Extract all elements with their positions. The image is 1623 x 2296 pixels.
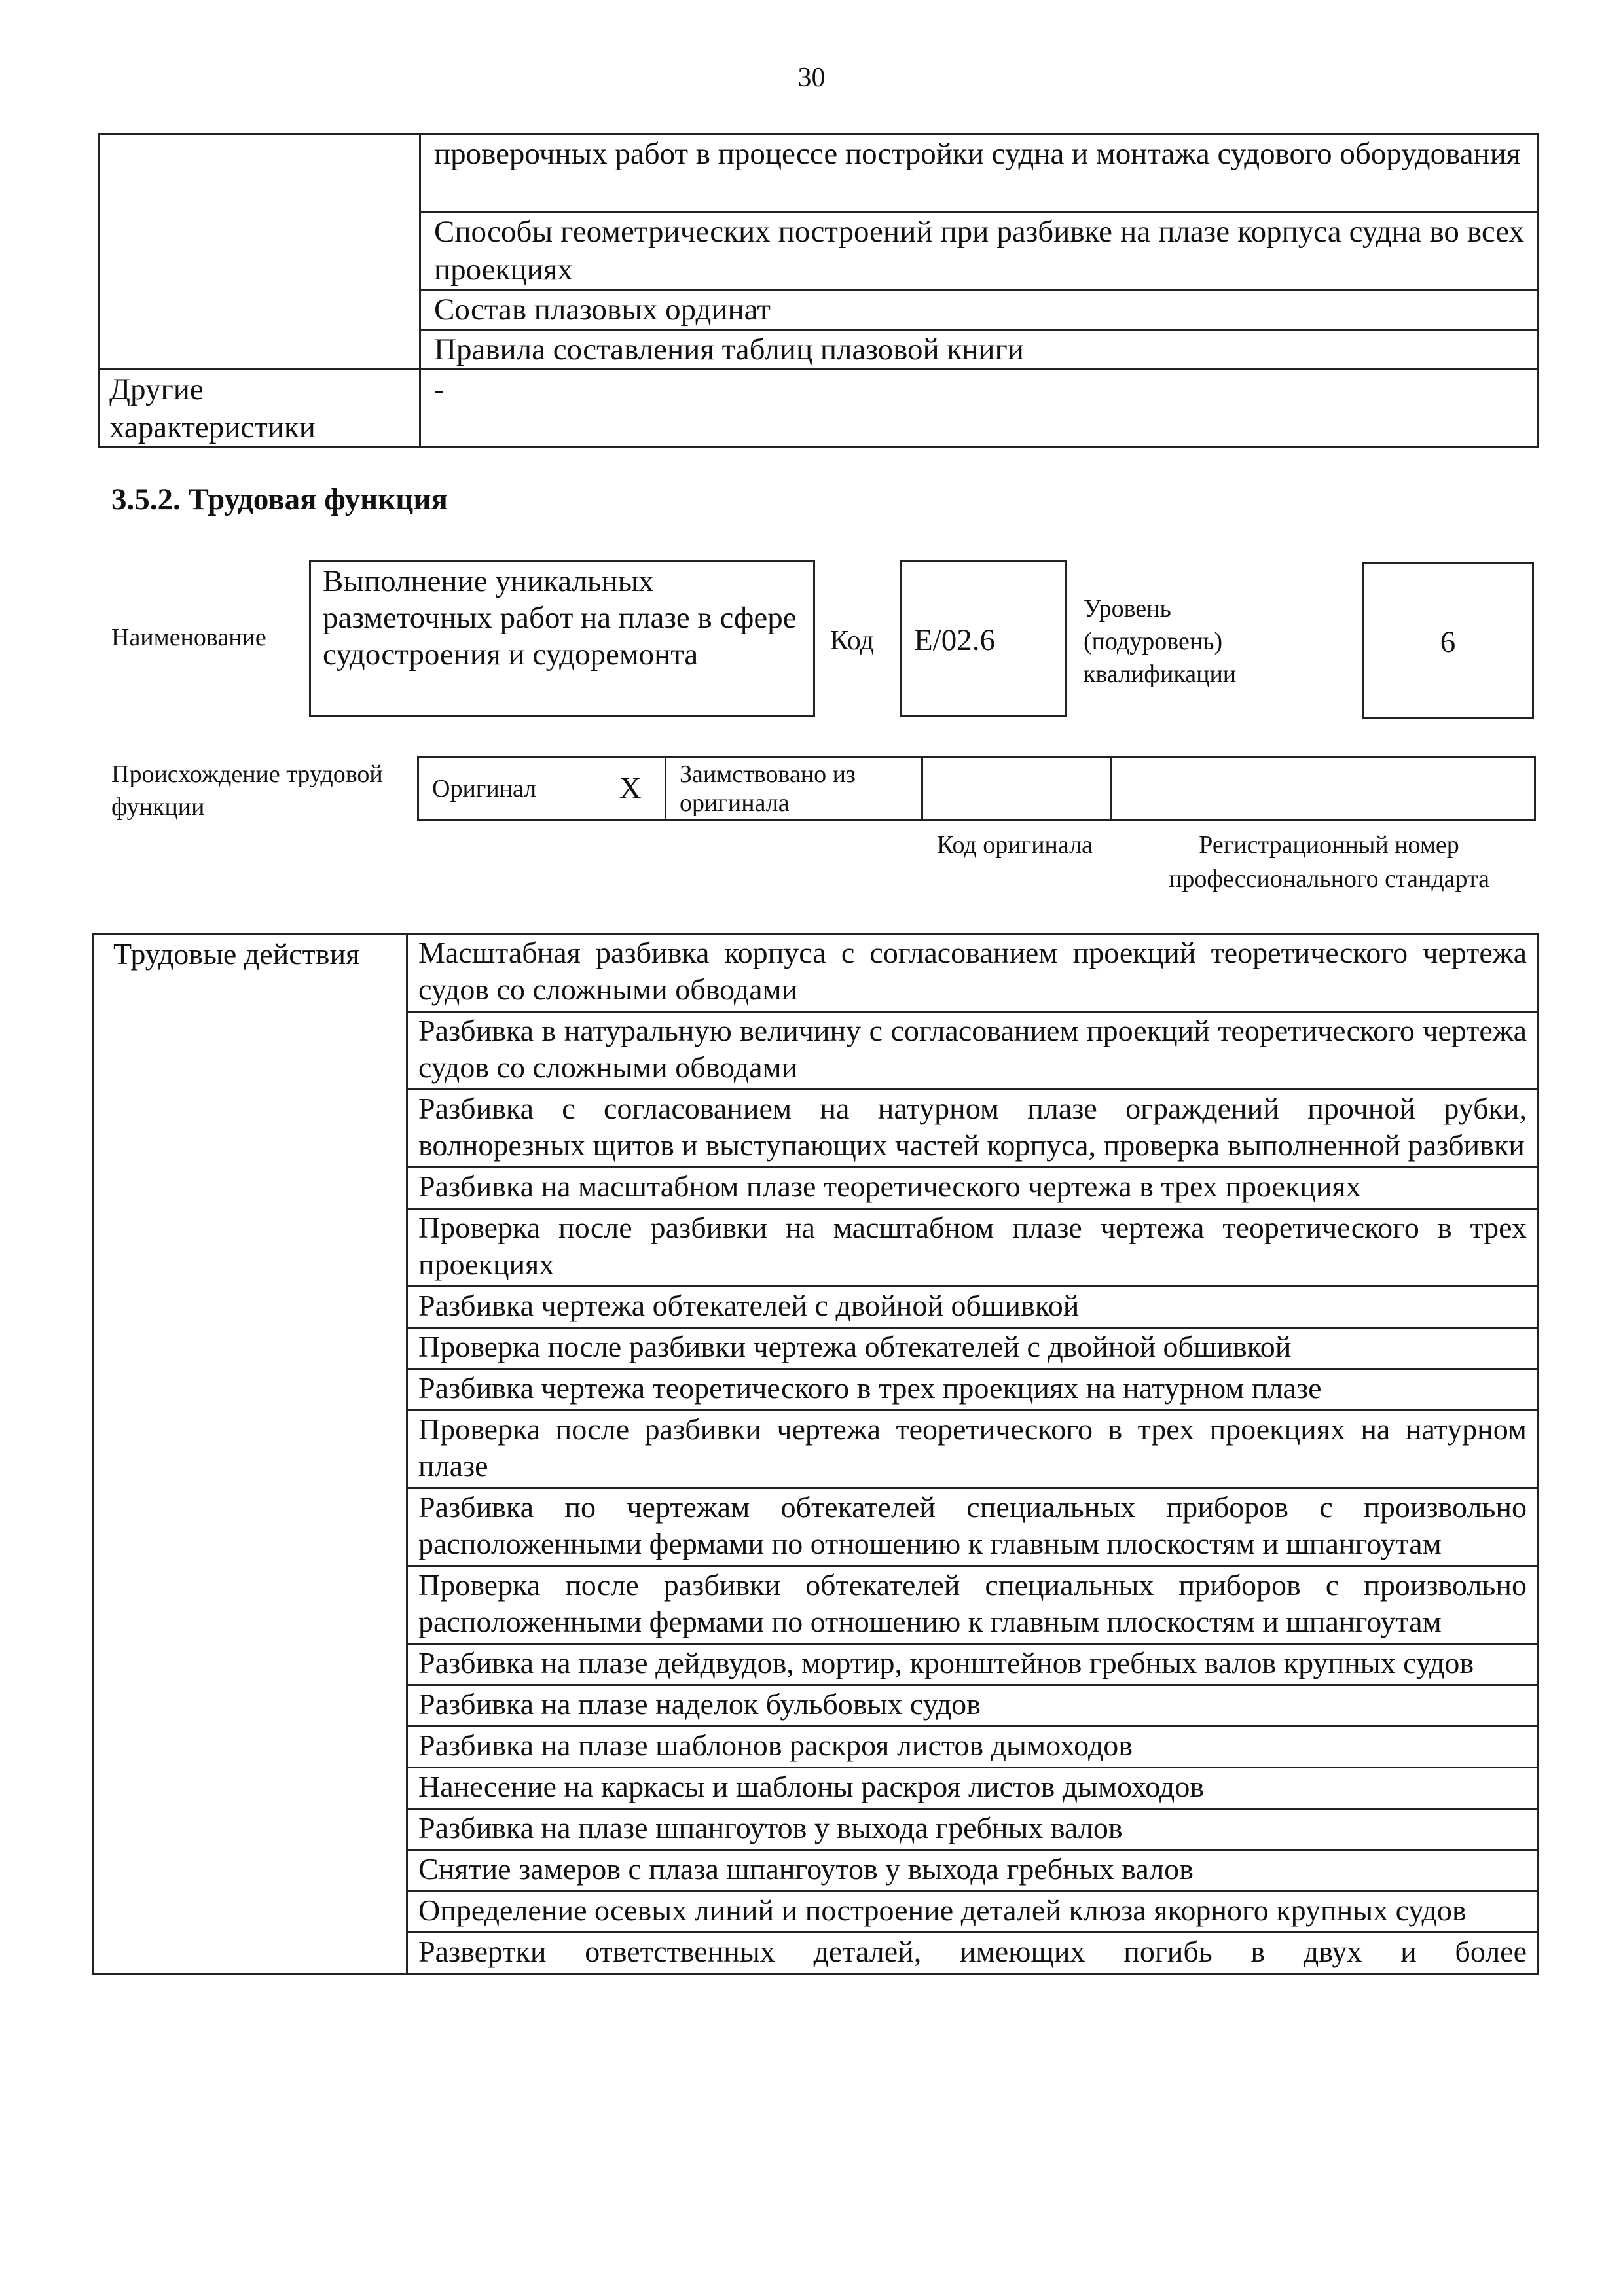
- labour-action: Нанесение на каркасы и шаблоны раскроя листов дымоходов: [407, 1768, 1539, 1809]
- level-box: [1362, 562, 1534, 719]
- labour-actions-header: Трудовые действия: [93, 934, 407, 1974]
- labour-action: Разбивка с согласованием на натурном плазе ограждений прочной рубки, волнорезных щитов и выступающих частей корпуса, проверка выполненной разбивки: [407, 1090, 1539, 1168]
- table-row: [100, 134, 1539, 212]
- table-row: [100, 370, 1539, 448]
- knowledge-item: проверочных работ в процессе постройки судна и монтажа судового оборудования: [420, 134, 1539, 212]
- name-label: Наименование: [111, 624, 266, 651]
- section-title: 3.5.2. Трудовая функция: [111, 482, 448, 516]
- qualification-level: 6: [1440, 625, 1456, 659]
- function-name-box: [309, 560, 815, 717]
- other-characteristics-label: Другие характеристики: [100, 370, 420, 448]
- labour-action: Разбивка на плазе дейдвудов, мортир, кронштейнов гребных валов крупных судов: [407, 1644, 1539, 1685]
- labour-action: Определение осевых линий и построение деталей клюза якорного крупных судов: [407, 1892, 1539, 1933]
- labour-action: Разбивка в натуральную величину с согласованием проекций теоретического чертежа судов со сложными обводами: [407, 1012, 1539, 1090]
- function-name: Выполнение уникальных разметочных работ на плазе в сфере судостроения и судоремонта: [323, 564, 797, 672]
- function-code: E/02.6: [914, 623, 996, 657]
- original-label: Оригинал: [418, 757, 596, 821]
- labour-action: Проверка после разбивки чертежа теоретического в трех проекциях на натурном плазе: [407, 1410, 1539, 1488]
- labour-actions-table: [92, 933, 1539, 1975]
- labour-action: Разбивка на плазе шаблонов раскроя листов дымоходов: [407, 1727, 1539, 1768]
- code-label: Код: [830, 626, 875, 656]
- labour-action: Проверка после разбивки на масштабном плазе чертежа теоретического в трех проекциях: [407, 1209, 1539, 1287]
- borrowed-label: Заимствовано из оригинала: [666, 757, 922, 821]
- origin-label: Происхождение трудовой функции: [111, 761, 383, 821]
- registration-number-caption: Регистрационный номер профессионального стандарта: [1169, 831, 1489, 893]
- labour-action: Разбивка на плазе шпангоутов у выхода гребных валов: [407, 1809, 1539, 1850]
- original-code-cell: [922, 757, 1111, 821]
- other-characteristics-value: -: [420, 370, 1539, 448]
- level-label: Уровень (подуровень) квалификации: [1084, 595, 1237, 688]
- labour-action: Разбивка на плазе наделок бульбовых судов: [407, 1685, 1539, 1727]
- labour-action: Снятие замеров с плаза шпангоутов у выхода гребных валов: [407, 1850, 1539, 1892]
- original-code-caption: Код оригинала: [937, 831, 1093, 859]
- origin-table: [417, 756, 1536, 821]
- knowledge-item: Состав плазовых ординат: [420, 290, 1539, 330]
- knowledge-item: Правила составления таблиц плазовой книги: [420, 330, 1539, 370]
- labour-action: Развертки ответственных деталей, имеющих погибь в двух и более: [407, 1933, 1539, 1974]
- code-box: [900, 560, 1067, 717]
- labour-action: Масштабная разбивка корпуса с согласованием проекций теоретического чертежа судов со сложными обводами: [407, 934, 1539, 1012]
- original-mark: X: [596, 757, 666, 821]
- labour-action: Разбивка на масштабном плазе теоретического чертежа в трех проекциях: [407, 1168, 1539, 1209]
- top-table: [98, 133, 1539, 448]
- labour-action: Проверка после разбивки чертежа обтекателей с двойной обшивкой: [407, 1328, 1539, 1369]
- page-number: 30: [797, 63, 826, 93]
- table-row: [418, 757, 1535, 821]
- labour-action: Проверка после разбивки обтекателей специальных приборов с произвольно расположенными фермами по отношению к главным плоскостям и шпангоутам: [407, 1566, 1539, 1644]
- table-row: [93, 934, 1539, 1012]
- labour-action: Разбивка по чертежам обтекателей специальных приборов с произвольно расположенными фермами по отношению к главным плоскостям и шпангоутам: [407, 1488, 1539, 1566]
- knowledge-item: Способы геометрических построений при разбивке на плазе корпуса судна во всех проекциях: [420, 212, 1539, 290]
- empty-cell: [100, 134, 420, 370]
- registration-number-cell: [1111, 757, 1535, 821]
- labour-action: Разбивка чертежа обтекателей с двойной обшивкой: [407, 1287, 1539, 1328]
- labour-action: Разбивка чертежа теоретического в трех проекциях на натурном плазе: [407, 1369, 1539, 1410]
